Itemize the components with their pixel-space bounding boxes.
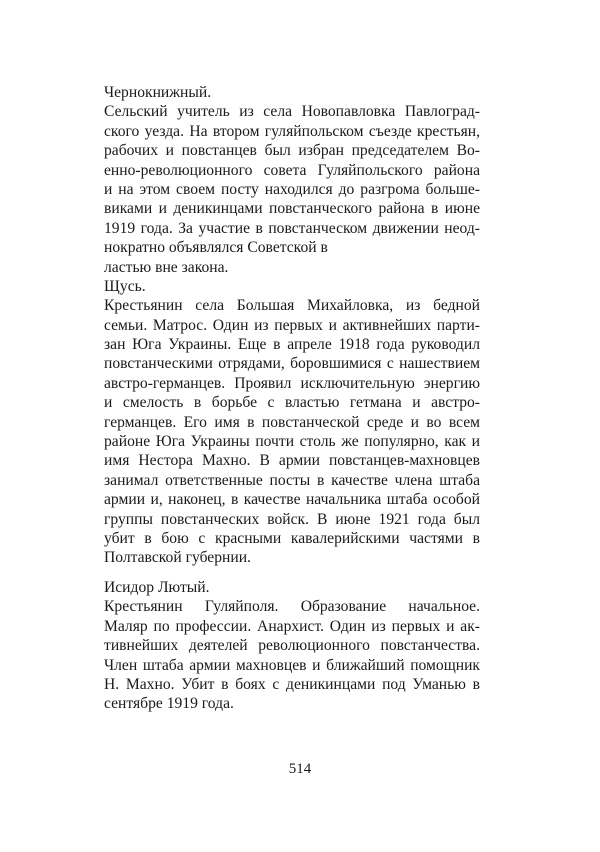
entry-heading-lyutyi: Исидор Лютый. — [104, 579, 210, 596]
text-line: зан Юга Украины. Еще в апреле 1918 года руководил — [104, 336, 480, 354]
entry-body-chernoknizhny — [104, 102, 480, 277]
text-line: Сельский учитель из села Новопавловка Павлоград- — [104, 103, 480, 121]
text-line: ского уезда. На втором гуляйпольском съезде крестьян, — [104, 122, 480, 140]
text-line: 1919 года. За участие в повстанческом движении неод- — [104, 219, 480, 237]
text-line: виками и деникинцами повстанческого района в июне — [104, 200, 480, 218]
text-line: занимал ответственные посты в качестве члена штаба — [104, 471, 480, 489]
main-text-block — [104, 83, 480, 568]
text-line: Маляр по профессии. Анархист. Один из первых и ак- — [104, 617, 480, 635]
page-number: 514 — [288, 761, 312, 777]
entry-body-shchus — [104, 296, 480, 567]
text-line: тивнейших деятелей революционного повстанчества. — [104, 637, 480, 655]
text-line: районе Юга Украины почти столь же популярно, как и — [104, 433, 480, 451]
text-line: группы повстанческих войск. В июне 1921 года был — [104, 510, 480, 528]
text-line: имя Нестора Махно. В армии повстанцев-махновцев — [104, 452, 480, 470]
text-line: рабочих и повстанцев был избран председателем Во- — [104, 142, 480, 160]
text-line: германцев. Его имя в повстанческой среде и во всем — [104, 413, 480, 431]
text-line: армии и, наконец, в качестве начальника штаба особой — [104, 491, 480, 509]
entry-heading-shchus: Щусь. — [104, 277, 146, 295]
text-line: и на этом своем посту находился до разгрома больше- — [104, 180, 480, 198]
text-line: повстанческими отрядами, боровшимися с нашествием — [104, 355, 480, 373]
entry-body-lyutyi — [104, 597, 480, 713]
text-line: австро-германцев. Проявил исключительную энергию — [104, 374, 480, 392]
text-line: Н. Махно. Убит в боях с деникинцами под Уманью в — [104, 675, 480, 693]
text-line: Крестьянин Гуляйполя. Образование начальное. — [104, 598, 480, 616]
text-line: сентябре 1919 года. — [104, 695, 234, 713]
text-line: Крестьянин села Большая Михайловка, из бедной — [104, 297, 480, 315]
text-line: енно-революционного совета Гуляйпольского района — [104, 161, 480, 179]
text-line: ластью вне закона. — [104, 258, 229, 276]
entry-heading-chernoknizhny: Чернокнижный. — [104, 84, 212, 101]
text-line: Полтавской губернии. — [104, 549, 251, 567]
text-line: и смелость в борьбе с властью гетмана и австро- — [104, 394, 480, 412]
text-line: нократно объявлялся Советской в — [104, 239, 328, 257]
text-line: убит в бою с красными кавалерийскими частями в — [104, 529, 480, 547]
text-line: семьи. Матрос. Один из первых и активнейших парти- — [104, 316, 480, 334]
text-line: Член штаба армии махновцев и ближайший помощник — [104, 656, 480, 674]
second-text-block — [104, 578, 480, 714]
